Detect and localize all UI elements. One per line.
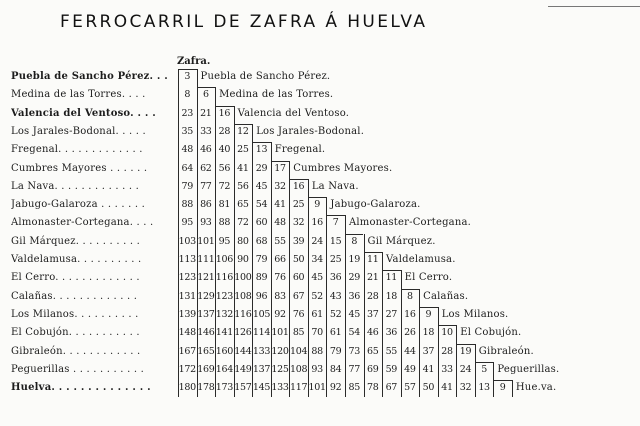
- distance-cell: 93: [200, 217, 212, 229]
- diagonal-station-label: Fregenal.: [274, 144, 326, 156]
- distance-cell: 46: [367, 327, 379, 339]
- distance-cell: 13: [478, 382, 490, 394]
- station-row-label: Puebla de Sancho Pérez. . .: [11, 71, 168, 82]
- station-row-label: Valdelamusa. . . . . . . . . .: [11, 254, 142, 265]
- distance-cell: 81: [218, 199, 231, 211]
- distance-cell: 50: [422, 382, 435, 394]
- distance-cell: 19: [348, 254, 360, 265]
- distance-cell: 92: [329, 382, 342, 394]
- distance-cell: 17: [274, 162, 286, 174]
- diagonal-station-label: Los Milanos.: [441, 308, 509, 320]
- diagonal-station-label: Gibraleón.: [478, 345, 534, 357]
- diagonal-station-label: Los Jarales-Bodonal.: [256, 125, 365, 137]
- distance-cell: 18: [422, 327, 435, 339]
- distance-cell: 120: [271, 345, 289, 357]
- distance-cell: 16: [218, 107, 231, 119]
- distance-cell: 49: [404, 363, 416, 375]
- distance-cell: 178: [197, 382, 215, 394]
- station-row-label: Jabugo-Galaroza . . . . . . .: [11, 199, 146, 211]
- table-column-rule: [215, 87, 216, 397]
- distance-cell: 44: [404, 345, 416, 357]
- distance-cell: 172: [178, 363, 196, 375]
- distance-cell: 79: [181, 180, 194, 192]
- distance-cell: 28: [441, 345, 453, 357]
- distance-cell: 180: [178, 382, 196, 394]
- distance-cell: 24: [459, 363, 472, 375]
- distance-cell: 137: [252, 363, 271, 375]
- distance-cell: 105: [252, 308, 271, 320]
- distance-cell: 34: [311, 254, 323, 265]
- distance-cell: 95: [218, 235, 231, 247]
- table-column-rule: [308, 179, 309, 398]
- table-column-rule: [419, 289, 420, 398]
- distance-cell: 137: [197, 308, 215, 320]
- distance-cell: 48: [274, 217, 286, 229]
- distance-cell: 123: [215, 290, 233, 302]
- distance-cell: 132: [215, 308, 233, 320]
- distance-cell: 28: [367, 290, 379, 302]
- distance-cell: 25: [237, 144, 249, 156]
- distance-cell: 15: [329, 235, 342, 247]
- distance-cell: 16: [292, 180, 305, 192]
- table-step-rule: [234, 124, 253, 125]
- distance-cell: 144: [234, 345, 252, 357]
- distance-cell: 56: [237, 180, 249, 192]
- table-step-rule: [289, 179, 308, 180]
- distance-cell: 45: [348, 308, 360, 320]
- distance-cell: 148: [178, 327, 196, 339]
- distance-cell: 64: [181, 162, 194, 174]
- station-row-label: Gil Márquez. . . . . . . . . .: [11, 235, 140, 247]
- distance-cell: 85: [348, 382, 360, 394]
- diagonal-station-label: Hue.va.: [515, 382, 557, 394]
- distance-cell: 76: [274, 272, 286, 284]
- distance-cell: 9: [425, 308, 432, 320]
- distance-cell: 149: [234, 363, 252, 375]
- station-row-label: Valencia del Ventoso. . . .: [11, 107, 156, 119]
- distance-cell: 61: [311, 308, 323, 320]
- distance-cell: 88: [181, 199, 194, 211]
- distance-cell: 3: [184, 71, 191, 82]
- distance-cell: 67: [292, 290, 305, 302]
- table-step-rule: [308, 197, 327, 198]
- distance-cell: 24: [311, 235, 323, 247]
- distance-cell: 29: [255, 162, 268, 174]
- distance-cell: 69: [367, 363, 379, 375]
- station-row-label: Cumbres Mayores . . . . . .: [11, 162, 148, 174]
- distance-cell: 52: [311, 290, 323, 302]
- origin-station-label: Zafra.: [177, 56, 211, 67]
- table-step-rule: [364, 252, 383, 253]
- distance-cell: 16: [404, 308, 416, 320]
- distance-cell: 18: [385, 290, 398, 302]
- table-step-rule: [178, 69, 197, 70]
- table-step-rule: [326, 215, 345, 216]
- distance-cell: 56: [218, 162, 231, 174]
- distance-cell: 7: [332, 217, 339, 229]
- diagonal-station-label: Valdelamusa.: [386, 254, 456, 265]
- table-step-rule: [271, 161, 290, 162]
- distance-cell: 5: [481, 363, 487, 375]
- diagonal-station-label: Cumbres Mayores.: [293, 162, 393, 174]
- distance-cell: 43: [329, 290, 342, 302]
- distance-cell: 66: [274, 254, 286, 265]
- table-step-rule: [345, 234, 364, 235]
- distance-cell: 9: [499, 382, 506, 394]
- distance-cell: 133: [252, 345, 271, 357]
- table-column-rule: [289, 161, 290, 398]
- distance-cell: 6: [202, 89, 209, 101]
- distance-cell: 95: [181, 217, 194, 229]
- station-row-label: El Cerro. . . . . . . . . . . . .: [11, 272, 140, 284]
- distance-cell: 32: [274, 180, 286, 192]
- distance-cell: 114: [252, 327, 271, 339]
- distance-cell: 125: [271, 363, 289, 375]
- diagonal-station-label: Medina de las Torres.: [219, 89, 334, 101]
- distance-cell: 32: [292, 217, 305, 229]
- distance-cell: 16: [311, 217, 323, 229]
- distance-cell: 76: [292, 308, 305, 320]
- table-column-rule: [475, 344, 476, 398]
- distance-cell: 52: [329, 308, 342, 320]
- table-column-rule: [382, 252, 383, 397]
- distance-cell: 169: [197, 363, 215, 375]
- distance-cell: 55: [385, 345, 398, 357]
- distance-cell: 89: [255, 272, 268, 284]
- distance-cell: 92: [274, 308, 286, 320]
- distance-cell: 67: [385, 382, 398, 394]
- station-row-label: El Cobujón. . . . . . . . . . .: [11, 327, 140, 339]
- distance-cell: 54: [348, 327, 360, 339]
- distance-cell: 167: [178, 345, 196, 357]
- distance-cell: 131: [178, 290, 196, 302]
- table-column-rule: [345, 215, 346, 397]
- table-column-rule: [271, 142, 272, 397]
- distance-cell: 79: [255, 254, 268, 265]
- station-row-label: Medina de las Torres. . . .: [11, 89, 146, 101]
- distance-cell: 9: [314, 199, 320, 211]
- distance-cell: 11: [367, 254, 379, 265]
- distance-cell: 83: [274, 290, 286, 302]
- table-step-rule: [475, 362, 494, 363]
- distance-cell: 12: [237, 125, 249, 137]
- table-column-rule: [326, 197, 327, 397]
- diagonal-station-label: Peguerillas.: [497, 363, 560, 375]
- timetable-title: FERROCARRIL DE ZAFRA Á HUELVA: [60, 12, 428, 32]
- distance-cell: 101: [308, 382, 326, 394]
- distance-cell: 37: [367, 308, 379, 320]
- diagonal-station-label: Puebla de Sancho Pérez.: [200, 71, 331, 82]
- distance-cell: 126: [234, 327, 252, 339]
- distance-cell: 36: [348, 290, 360, 302]
- distance-cell: 101: [197, 235, 215, 247]
- distance-cell: 45: [311, 272, 323, 284]
- distance-cell: 72: [237, 217, 249, 229]
- distance-cell: 100: [234, 272, 252, 284]
- table-column-rule: [197, 69, 198, 397]
- diagonal-station-label: Gil Márquez.: [367, 235, 436, 247]
- distance-cell: 108: [234, 290, 252, 302]
- distance-cell: 85: [292, 327, 305, 339]
- station-row-label: Los Jarales-Bodonal. . . . .: [11, 125, 146, 137]
- distance-cell: 25: [329, 254, 342, 265]
- distance-cell: 164: [215, 363, 233, 375]
- distance-cell: 103: [178, 235, 196, 247]
- diagonal-station-label: Calañas.: [423, 290, 469, 302]
- station-row-label: Peguerillas . . . . . . . . . . .: [11, 363, 144, 375]
- table-step-rule: [456, 344, 475, 345]
- distance-cell: 35: [181, 125, 194, 137]
- distance-cell: 33: [441, 363, 453, 375]
- distance-cell: 116: [234, 308, 252, 320]
- station-row-label: Gibraleón. . . . . . . . . . . .: [11, 345, 141, 357]
- distance-cell: 86: [200, 199, 212, 211]
- distance-cell: 28: [218, 125, 231, 137]
- distance-cell: 54: [255, 199, 268, 211]
- distance-cell: 79: [329, 345, 342, 357]
- distance-cell: 62: [200, 162, 212, 174]
- table-step-rule: [215, 106, 234, 107]
- distance-cell: 59: [385, 363, 398, 375]
- distance-cell: 41: [441, 382, 453, 394]
- table-column-rule: [364, 234, 365, 398]
- diagonal-station-label: El Cobujón.: [460, 327, 522, 339]
- distance-cell: 73: [348, 345, 360, 357]
- distance-cell: 90: [237, 254, 249, 265]
- distance-cell: 29: [348, 272, 360, 284]
- station-row-label: Los Milanos. . . . . . . . . .: [11, 308, 139, 320]
- distance-cell: 41: [274, 199, 286, 211]
- table-column-rule: [456, 325, 457, 397]
- distance-cell: 106: [215, 254, 233, 265]
- distance-cell: 23: [181, 107, 194, 119]
- diagonal-station-label: El Cerro.: [404, 272, 453, 284]
- distance-cell: 41: [422, 363, 435, 375]
- table-step-rule: [493, 380, 512, 381]
- distance-cell: 8: [351, 235, 358, 247]
- distance-cell: 13: [255, 144, 268, 156]
- distance-cell: 37: [422, 345, 435, 357]
- diagonal-station-label: Almonaster-Cortegana.: [348, 217, 472, 229]
- table-column-rule: [178, 69, 179, 397]
- table-column-rule: [512, 380, 513, 397]
- table-step-rule: [438, 325, 457, 326]
- distance-cell: 61: [329, 327, 342, 339]
- distance-cell: 36: [385, 327, 398, 339]
- distance-cell: 77: [200, 180, 212, 192]
- distance-cell: 19: [459, 345, 472, 357]
- distance-cell: 121: [197, 272, 215, 284]
- distance-cell: 108: [289, 363, 308, 375]
- table-column-rule: [438, 307, 439, 398]
- distance-cell: 57: [404, 382, 416, 394]
- distance-cell: 84: [329, 363, 342, 375]
- station-row-label: La Nava. . . . . . . . . . . . .: [11, 180, 139, 192]
- distance-cell: 48: [181, 144, 194, 156]
- distance-cell: 116: [215, 272, 233, 284]
- distance-cell: 160: [215, 345, 233, 357]
- station-row-label: Almonaster-Cortegana. . . .: [11, 217, 154, 229]
- station-row-label: Calañas. . . . . . . . . . . . .: [11, 290, 138, 302]
- station-row-label: Huelva. . . . . . . . . . . . . .: [11, 382, 151, 394]
- distance-cell: 41: [237, 162, 249, 174]
- distance-cell: 27: [385, 308, 398, 320]
- distance-cell: 46: [200, 144, 212, 156]
- distance-cell: 36: [329, 272, 342, 284]
- distance-cell: 50: [292, 254, 305, 265]
- distance-cell: 88: [218, 217, 231, 229]
- distance-cell: 8: [184, 89, 191, 101]
- distance-cell: 21: [200, 107, 212, 119]
- distance-cell: 33: [200, 125, 212, 137]
- distance-cell: 165: [197, 345, 215, 357]
- distance-cell: 101: [271, 327, 289, 339]
- table-step-rule: [419, 307, 438, 308]
- distance-cell: 173: [215, 382, 233, 394]
- diagonal-station-label: Jabugo-Galaroza.: [330, 199, 421, 211]
- diagonal-station-label: Valencia del Ventoso.: [237, 107, 350, 119]
- distance-cell: 96: [255, 290, 268, 302]
- distance-cell: 104: [289, 345, 308, 357]
- distance-cell: 72: [218, 180, 231, 192]
- distance-cell: 78: [367, 382, 379, 394]
- distance-cell: 65: [367, 345, 379, 357]
- distance-cell: 93: [311, 363, 323, 375]
- table-step-rule: [382, 270, 401, 271]
- table-step-rule: [401, 289, 420, 290]
- station-row-label: Fregenal. . . . . . . . . . . . .: [11, 144, 143, 156]
- distance-cell: 80: [237, 235, 249, 247]
- distance-cell: 133: [271, 382, 289, 394]
- distance-cell: 45: [255, 180, 268, 192]
- distance-cell: 111: [197, 254, 215, 265]
- table-column-rule: [234, 106, 235, 398]
- distance-cell: 32: [459, 382, 472, 394]
- distance-cell: 77: [348, 363, 360, 375]
- distance-cell: 40: [218, 144, 231, 156]
- distance-cell: 123: [178, 272, 196, 284]
- diagonal-station-label: La Nava.: [311, 180, 359, 192]
- top-border-rule: [548, 6, 640, 7]
- distance-cell: 25: [292, 199, 305, 211]
- table-column-rule: [252, 124, 253, 398]
- distance-cell: 157: [234, 382, 252, 394]
- distance-cell: 26: [404, 327, 416, 339]
- distance-cell: 139: [178, 308, 196, 320]
- distance-cell: 10: [441, 327, 453, 339]
- distance-cell: 55: [274, 235, 286, 247]
- distance-cell: 21: [367, 272, 379, 284]
- distance-cell: 11: [385, 272, 398, 284]
- distance-cell: 88: [311, 345, 323, 357]
- distance-cell: 68: [255, 235, 268, 247]
- distance-cell: 117: [289, 382, 308, 394]
- distance-cell: 60: [292, 272, 305, 284]
- distance-cell: 146: [197, 327, 215, 339]
- distance-cell: 145: [252, 382, 271, 394]
- table-step-rule: [252, 142, 271, 143]
- distance-cell: 8: [406, 290, 413, 302]
- distance-cell: 60: [255, 217, 268, 229]
- distance-cell: 65: [237, 199, 249, 211]
- distance-cell: 39: [292, 235, 305, 247]
- distance-cell: 113: [178, 254, 196, 265]
- distance-cell: 70: [311, 327, 323, 339]
- distance-cell: 129: [197, 290, 215, 302]
- table-step-rule: [197, 87, 216, 88]
- distance-cell: 141: [215, 327, 233, 339]
